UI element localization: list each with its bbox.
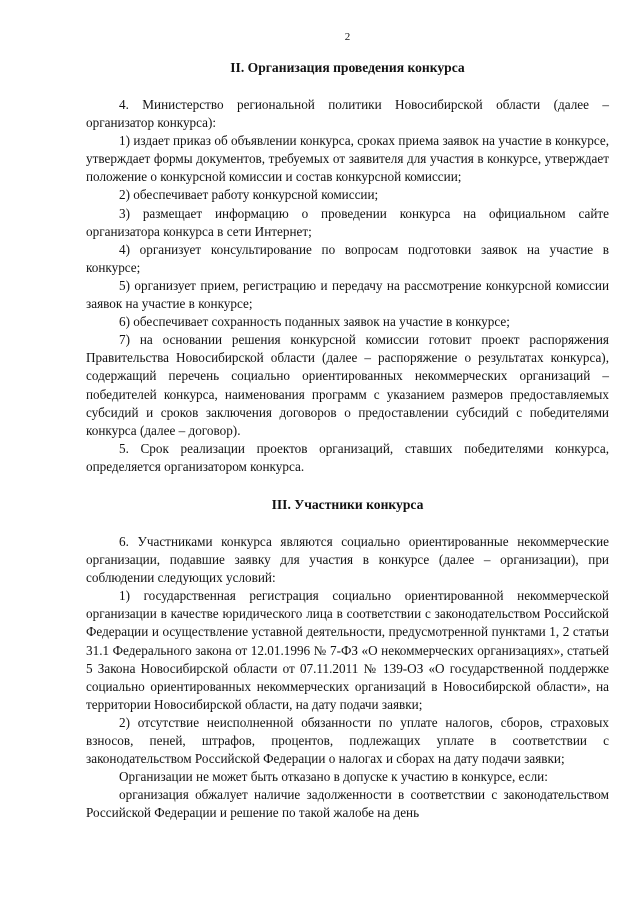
paragraph: 3) размещает информацию о проведении конкурса на официальном сайте организатора конкурса в сети Интернет; (86, 205, 609, 239)
paragraph: Организации не может быть отказано в допуске к участию в конкурсе, если: (119, 769, 548, 785)
paragraph: 4. Министерство региональной политики Новосибирской области (далее – организатор конкурса): (86, 97, 609, 131)
section-heading-participants: III. Участники конкурса (271, 496, 424, 512)
page-number: 2 (344, 31, 351, 43)
paragraph: 2) отсутствие неисполненной обязанности по уплате налогов, сборов, страховых взносов, пеней, штрафов, процентов, подлежащих уплате в соответствии с законодательством Российской Федерации о налогах и сборах на дату подачи заявки; (86, 714, 609, 767)
paragraph: 2) обеспечивает работу конкурсной комиссии; (119, 187, 379, 203)
paragraph: 1) государственная регистрация социально ориентированной некоммерческой организации в качестве юридического лица в соответствии с законодательством Российской Федерации и осуществление уставной деятельности, предусмотренной пунктами 1, 2 статьи 31.1 Федерального закона от 12.01.1996 № 7-ФЗ «О некоммерческих организациях», статьей 5 Закона Новосибирской области от 07.11.2011 № 139-ОЗ «О государственной поддержке социально ориентированных некоммерческих организаций в Новосибирской области», на территории Новосибирской области, на дату подачи заявки; (86, 588, 609, 712)
paragraph: 1) издает приказ об объявлении конкурса, сроках приема заявок на участие в конкурсе, утверждает формы документов, требуемых от заявителя для участия в конкурсе, утверждает положение о конкурсной комиссии и состав конкурсной комиссии; (86, 133, 609, 185)
paragraph: организация обжалует наличие задолженности в соответствии с законодательством Российской Федерации и решение по такой жалобе на день (86, 787, 609, 821)
paragraph: 5. Срок реализации проектов организаций, ставших победителями конкурса, определяется организатором конкурса. (86, 440, 609, 474)
paragraph: 7) на основании решения конкурсной комиссии готовит проект распоряжения Правительства Новосибирской области (далее – распоряжение о результатах конкурса), содержащий перечень социально ориентированных некоммерческих организаций – победителей конкурса, наименования программ с указанием размеров предоставляемых субсидий и сроков заключения договоров о предоставлении субсидий с победителями конкурса (далее – договор). (86, 332, 609, 438)
paragraph: 6) обеспечивает сохранность поданных заявок на участие в конкурсе; (119, 314, 510, 330)
section-heading-organization: II. Организация проведения конкурса (230, 60, 465, 75)
paragraph: 4) организует консультирование по вопросам подготовки заявок на участие в конкурсе; (86, 241, 609, 275)
paragraph: 5) организует прием, регистрацию и передачу на рассмотрение конкурсной комиссии заявок на участие в конкурсе; (86, 277, 609, 312)
paragraph: 6. Участниками конкурса являются социально ориентированные некоммерческие организации, подавшие заявку для участия в конкурсе (далее – организации), при соблюдении следующих условий: (86, 533, 609, 586)
